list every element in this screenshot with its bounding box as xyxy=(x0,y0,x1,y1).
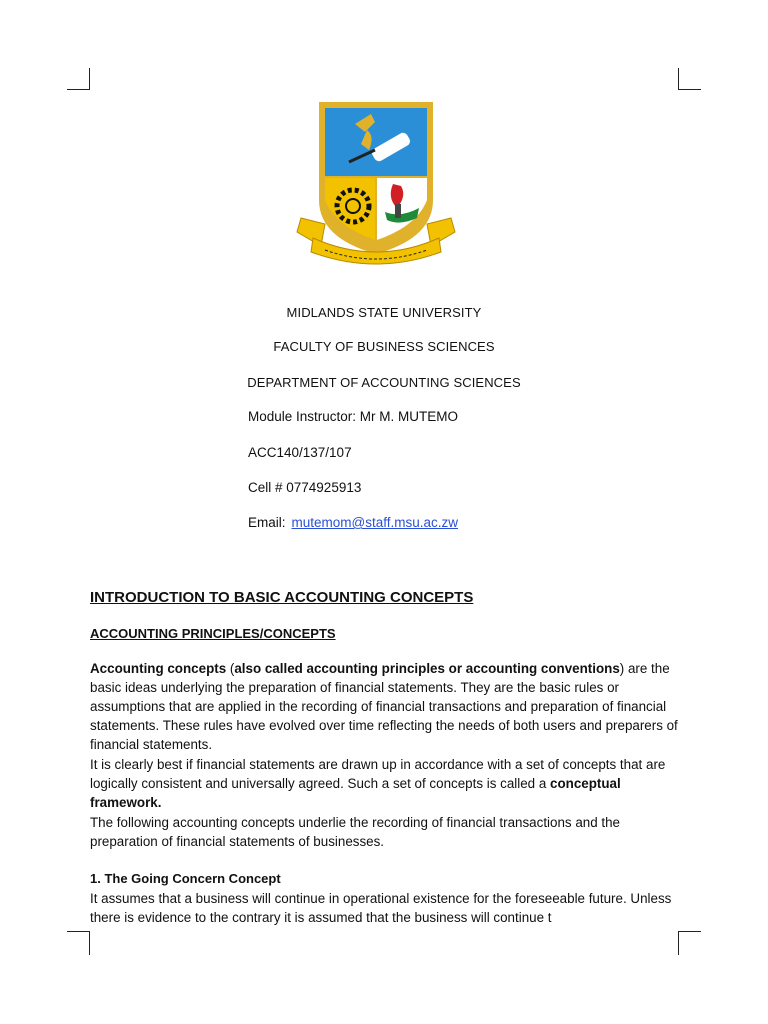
module-codes: ACC140/137/107 xyxy=(248,445,352,460)
module-instructor: Module Instructor: Mr M. MUTEMO xyxy=(248,409,459,424)
email-link[interactable]: mutemom@staff.msu.ac.zw xyxy=(291,515,459,530)
crop-mark-top-right-vertical xyxy=(678,68,679,90)
crop-mark-bottom-right-horizontal xyxy=(678,931,701,932)
section-subtitle: ACCOUNTING PRINCIPLES/CONCEPTS xyxy=(90,626,336,641)
crop-mark-bottom-left-horizontal xyxy=(67,931,90,932)
paragraph-following-concepts xyxy=(90,813,680,853)
paragraph-3-text: The following accounting concepts underlie the recording of financial transactions and the preparation of financial statements of businesses. xyxy=(90,815,624,849)
crop-mark-top-left-horizontal xyxy=(67,89,90,90)
going-concern-heading: 1. The Going Concern Concept xyxy=(90,871,281,886)
crop-mark-bottom-left-vertical xyxy=(89,931,90,955)
document-title: INTRODUCTION TO BASIC ACCOUNTING CONCEPTS xyxy=(90,589,474,606)
email-label: Email: xyxy=(248,515,286,530)
going-concern-text: It assumes that a business will continue in operational existence for the foreseeable future. Unless there is evidence to the contrary it is assumed that the business will continue t xyxy=(90,891,676,925)
paren-open: ( xyxy=(226,661,235,676)
email-line xyxy=(248,515,458,530)
paragraph-conceptual-framework xyxy=(90,755,680,813)
paragraph-1-rest: ) are the basic ideas underlying the preparation of financial statements. They are the basic rules or assumptions that are applied in the recording of financial transactions and preparation of financial statements. These rules have evolved over time reflecting the needs of both users and preparers of financial statements. xyxy=(90,661,682,752)
university-crest-logo xyxy=(295,100,457,262)
term-conceptual-framework: conceptual framework. xyxy=(90,776,625,810)
term-accounting-concepts: Accounting concepts xyxy=(90,661,227,676)
university-name: MIDLANDS STATE UNIVERSITY xyxy=(286,305,482,320)
paragraph-2-text: It is clearly best if financial statements are drawn up in accordance with a set of concepts that are logically consistent and universally agreed. Such a set of concepts is called a xyxy=(90,757,670,791)
cell-number: Cell # 0774925913 xyxy=(248,480,362,495)
term-alternative-names: also called accounting principles or accounting conventions xyxy=(234,661,620,676)
department-name: DEPARTMENT OF ACCOUNTING SCIENCES xyxy=(247,375,521,390)
crop-mark-top-right-horizontal xyxy=(678,89,701,90)
faculty-name: FACULTY OF BUSINESS SCIENCES xyxy=(273,339,495,354)
paragraph-accounting-concepts xyxy=(90,659,680,755)
crop-mark-bottom-right-vertical xyxy=(678,931,679,955)
crop-mark-top-left-vertical xyxy=(89,68,90,90)
